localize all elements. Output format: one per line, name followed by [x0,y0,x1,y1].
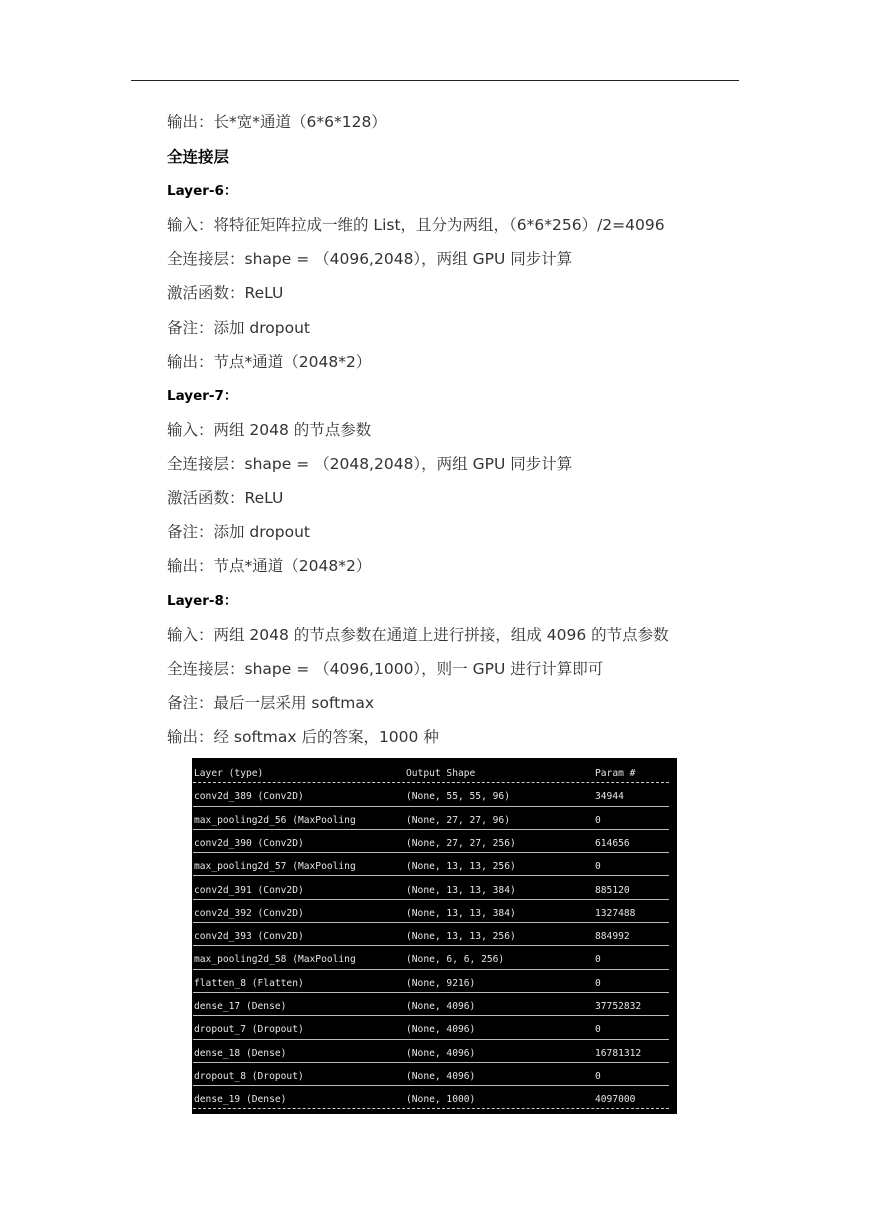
output-shape: (None, 13, 13, 384) [406,884,516,896]
output-shape: (None, 13, 13, 256) [406,861,516,873]
layer-name: dense_17 (Dense) [194,1001,287,1012]
layer-name: conv2d_391 (Conv2D) [194,884,304,896]
header-output-shape: Output Shape [406,768,476,779]
output-shape: (None, 55, 55, 96) [406,791,510,803]
row-separator [193,1085,669,1086]
layer-name: max_pooling2d_58 (MaxPooling [194,954,356,966]
layer-7-note: 备注：添加 dropout [167,523,311,541]
layer-8-note: 备注：最后一层采用 softmax [167,694,375,712]
param-count: 0 [595,861,601,873]
row-separator [193,1015,669,1016]
layer-7-input: 输入：两组 2048 的节点参数 [167,421,372,439]
summary-row [192,924,677,947]
param-count: 0 [595,954,601,966]
summary-row [192,878,677,901]
summary-row [192,1041,677,1064]
header-param: Param # [595,768,636,779]
summary-row [192,971,677,994]
summary-row [192,854,677,877]
row-separator [193,945,669,946]
layer-6-heading: Layer-6： [167,183,238,199]
layer-name: conv2d_390 (Conv2D) [194,837,304,849]
summary-row [192,901,677,924]
layer-name: flatten_8 (Flatten) [194,977,304,989]
layer-8-heading: Layer-8： [167,593,238,609]
summary-row [192,947,677,970]
param-count: 16781312 [595,1047,642,1059]
param-count: 1327488 [595,907,636,919]
param-count: 34944 [595,791,624,803]
layer-8-output: 输出：经 softmax 后的答案，1000 种 [167,728,439,746]
param-count: 0 [595,977,601,989]
layer-8-fc: 全连接层：shape = （4096,1000），则一 GPU 进行计算即可 [167,660,604,678]
model-summary-screenshot [192,758,677,1114]
layer-name: max_pooling2d_56 (MaxPooling [194,814,356,826]
layer-8-input: 输入：两组 2048 的节点参数在通道上进行拼接，组成 4096 的节点参数 [167,626,669,644]
summary-row [192,1017,677,1040]
row-separator [193,875,669,876]
param-count: 0 [595,814,601,826]
param-count: 885120 [595,884,630,896]
layer-7-fc: 全连接层：shape = （2048,2048），两组 GPU 同步计算 [167,455,573,473]
layer-name: conv2d_393 (Conv2D) [194,931,304,943]
param-count: 614656 [595,837,630,849]
layer-7-output: 输出：节点*通道（2048*2） [167,557,372,575]
summary-row [192,1087,677,1110]
layer-7-heading: Layer-7： [167,388,238,404]
row-separator [193,829,669,830]
layer-6-output: 输出：节点*通道（2048*2） [167,353,372,371]
layer-7-activation: 激活函数：ReLU [167,489,284,507]
param-count: 884992 [595,931,630,943]
row-separator [193,806,669,807]
param-count: 0 [595,1024,601,1036]
layer-name: conv2d_392 (Conv2D) [194,907,304,919]
param-count: 0 [595,1070,601,1082]
output-shape: (None, 6, 6, 256) [406,954,505,966]
layer-name: dense_18 (Dense) [194,1047,287,1059]
layer-name: conv2d_389 (Conv2D) [194,791,304,803]
output-shape: (None, 9216) [406,977,476,989]
output-shape: (None, 4096) [406,1001,476,1012]
output-shape: (None, 4096) [406,1047,476,1059]
output-shape: (None, 4096) [406,1024,476,1036]
summary-row [192,831,677,854]
header-separator [193,782,669,783]
output-shape: (None, 13, 13, 384) [406,907,516,919]
output-shape: (None, 1000) [406,1094,476,1106]
section-heading-fully-connected: 全连接层 [167,148,230,166]
footer-separator [193,1108,669,1109]
output-shape: (None, 13, 13, 256) [406,931,516,943]
row-separator [193,969,669,970]
param-count: 4097000 [595,1094,636,1106]
layer-name: dropout_7 (Dropout) [194,1024,304,1036]
layer-6-note: 备注：添加 dropout [167,319,311,337]
row-separator [193,899,669,900]
row-separator [193,852,669,853]
layer-6-fc: 全连接层：shape = （4096,2048），两组 GPU 同步计算 [167,250,573,268]
header-rule [131,80,739,81]
summary-row [192,784,677,807]
row-separator [193,922,669,923]
output-line: 输出：长*宽*通道（6*6*128） [167,113,387,131]
layer-name: dropout_8 (Dropout) [194,1070,304,1082]
row-separator [193,1062,669,1063]
header-layer: Layer (type) [194,768,264,779]
output-shape: (None, 27, 27, 96) [406,814,510,826]
summary-row [192,1064,677,1087]
layer-6-activation: 激活函数：ReLU [167,284,284,302]
summary-header-row [192,761,677,784]
row-separator [193,1039,669,1040]
output-shape: (None, 27, 27, 256) [406,837,516,849]
output-shape: (None, 4096) [406,1070,476,1082]
layer-name: dense_19 (Dense) [194,1094,287,1106]
layer-name: max_pooling2d_57 (MaxPooling [194,861,356,873]
summary-row [192,994,677,1017]
param-count: 37752832 [595,1001,642,1012]
row-separator [193,992,669,993]
summary-row [192,808,677,831]
layer-6-input: 输入：将特征矩阵拉成一维的 List，且分为两组，（6*6*256）/2=4096 [167,216,665,234]
